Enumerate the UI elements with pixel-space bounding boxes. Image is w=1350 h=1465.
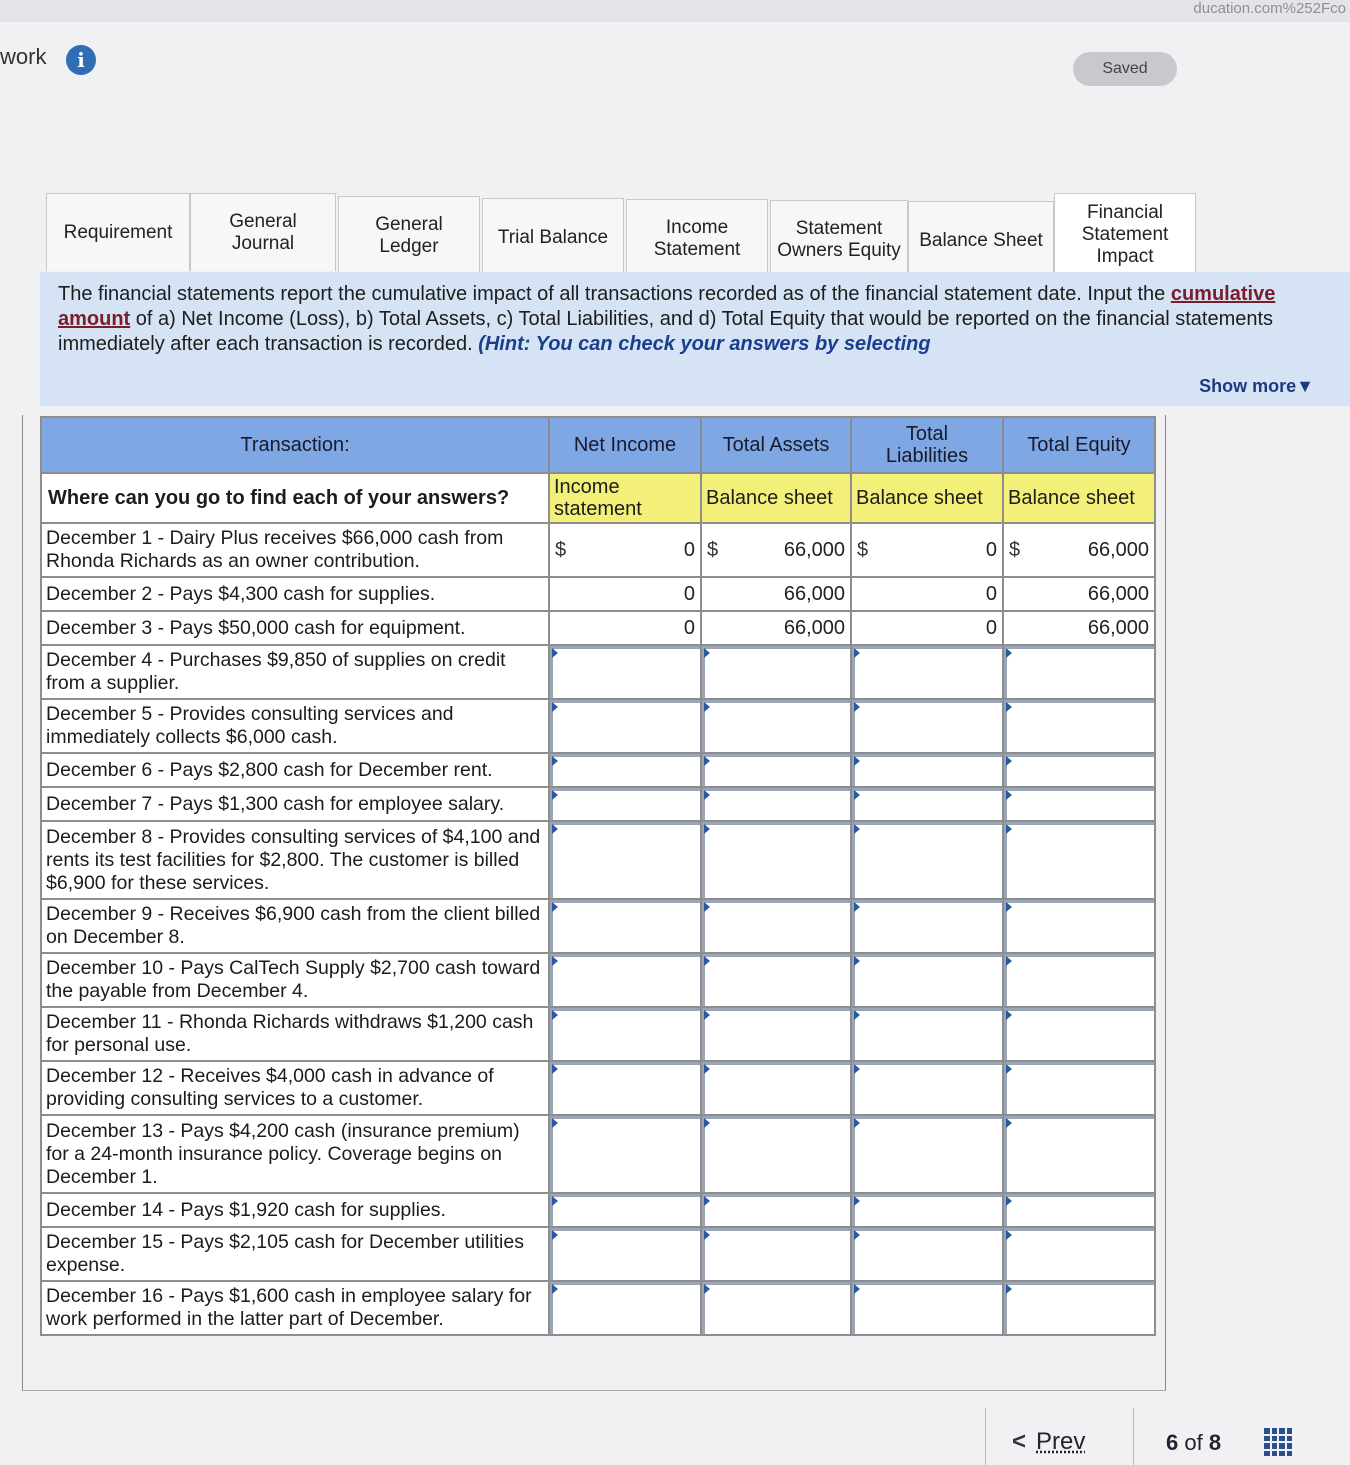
total-liabilities-input[interactable] — [851, 953, 1003, 1007]
net-income-input[interactable] — [549, 1281, 701, 1335]
total-assets-input[interactable] — [701, 953, 851, 1007]
dollar-sign: $ — [857, 538, 869, 561]
total-assets-input[interactable] — [701, 821, 851, 899]
transaction-description: December 15 - Pays $2,105 cash for December utilities expense. — [41, 1227, 549, 1281]
tab-financial-statement-impact[interactable]: Financial Statement Impact — [1054, 193, 1196, 275]
input-marker-icon — [704, 1064, 710, 1074]
source-total-equity[interactable]: Balance sheet — [1003, 473, 1155, 523]
total-assets-input[interactable] — [701, 1193, 851, 1227]
total-assets-input[interactable] — [701, 787, 851, 821]
table-row — [41, 899, 1155, 953]
input-marker-icon — [1006, 702, 1012, 712]
total-assets-input[interactable] — [701, 699, 851, 753]
transaction-description: December 1 - Dairy Plus receives $66,000 cash from Rhonda Richards as an owner contribution. — [41, 523, 549, 577]
total-liabilities-input[interactable] — [851, 577, 1003, 611]
transaction-description: December 12 - Receives $4,000 cash in advance of providing consulting services to a customer. — [41, 1061, 549, 1115]
header-total-liabilities: Total Liabilities — [851, 417, 1003, 473]
input-marker-icon — [854, 956, 860, 966]
total-equity-input[interactable] — [1003, 753, 1155, 787]
input-marker-icon — [704, 702, 710, 712]
total-liabilities-input[interactable] — [851, 1193, 1003, 1227]
transaction-description: December 5 - Provides consulting services and immediately collects $6,000 cash. — [41, 699, 549, 753]
net-income-input[interactable] — [549, 899, 701, 953]
total-assets-input[interactable] — [701, 645, 851, 699]
tab-balance-sheet[interactable]: Balance Sheet — [908, 201, 1054, 279]
dollar-sign: $ — [555, 538, 567, 561]
total-equity-input[interactable] — [1003, 821, 1155, 899]
input-marker-icon — [552, 790, 558, 800]
impact-table — [40, 416, 1156, 1336]
total-assets-input[interactable] — [701, 1007, 851, 1061]
net-income-input[interactable] — [549, 611, 701, 645]
total-liabilities-input[interactable] — [851, 699, 1003, 753]
input-marker-icon — [1006, 756, 1012, 766]
input-marker-icon — [552, 1010, 558, 1020]
input-marker-icon — [854, 648, 860, 658]
input-marker-icon — [704, 756, 710, 766]
input-marker-icon — [1006, 824, 1012, 834]
total-equity-input[interactable] — [1003, 1193, 1155, 1227]
input-marker-icon — [854, 824, 860, 834]
total-equity-value: 66,000 — [1087, 538, 1149, 561]
transaction-description: December 13 - Pays $4,200 cash (insurance premium) for a 24-month insurance policy. Coverage begins on December 1. — [41, 1115, 549, 1193]
input-marker-icon — [854, 1118, 860, 1128]
total-assets-value: 66,000 — [783, 616, 845, 639]
total-liabilities-input[interactable] — [851, 1227, 1003, 1281]
transaction-description: December 14 - Pays $1,920 cash for supplies. — [41, 1193, 549, 1227]
transaction-description: December 3 - Pays $50,000 cash for equipment. — [41, 611, 549, 645]
transaction-description: December 16 - Pays $1,600 cash in employee salary for work performed in the latter part of December. — [41, 1281, 549, 1335]
total-assets-value: 66,000 — [783, 538, 845, 561]
input-marker-icon — [854, 902, 860, 912]
total-assets-input[interactable] — [701, 611, 851, 645]
input-marker-icon — [704, 1010, 710, 1020]
total-equity-input[interactable] — [1003, 1115, 1155, 1193]
transaction-description: December 7 - Pays $1,300 cash for employee salary. — [41, 787, 549, 821]
header-transaction: Transaction: — [41, 417, 549, 473]
instructions-text: The financial statements report the cumulative impact of all transactions recorded as of the financial statement date. Input the cumulative amount of a) Net Income (Loss), b) Total Assets, c) Total Liabilities, and d) Total Equity that would be reported on the financial statements immediately after each transaction is recorded. (Hint: You can check your answers by selecting — [58, 283, 1276, 355]
transaction-description: December 10 - Pays CalTech Supply $2,700 cash toward the payable from December 4. — [41, 953, 549, 1007]
input-marker-icon — [552, 956, 558, 966]
total-liabilities-value: 0 — [985, 538, 997, 561]
saved-status-badge: Saved — [1073, 52, 1177, 86]
input-marker-icon — [854, 790, 860, 800]
table-row — [41, 753, 1155, 787]
input-marker-icon — [704, 902, 710, 912]
input-marker-icon — [1006, 1284, 1012, 1294]
input-marker-icon — [1006, 1196, 1012, 1206]
net-income-input[interactable] — [549, 753, 701, 787]
total-assets-input[interactable] — [701, 523, 851, 577]
tab-income-statement[interactable]: Income Statement — [626, 199, 768, 277]
input-marker-icon — [552, 1196, 558, 1206]
net-income-input[interactable] — [549, 699, 701, 753]
assignment-title: work — [0, 44, 47, 69]
source-net-income[interactable]: Income statement — [549, 473, 701, 523]
where-question: Where can you go to find each of your answers? — [41, 473, 549, 523]
input-marker-icon — [1006, 956, 1012, 966]
transaction-description: December 2 - Pays $4,300 cash for supplies. — [41, 577, 549, 611]
total-equity-input[interactable] — [1003, 787, 1155, 821]
input-marker-icon — [552, 1064, 558, 1074]
table-row — [41, 1193, 1155, 1227]
input-marker-icon — [552, 702, 558, 712]
input-marker-icon — [552, 756, 558, 766]
net-income-value: 0 — [683, 538, 695, 561]
header-total-assets: Total Assets — [701, 417, 851, 473]
total-assets-input[interactable] — [701, 577, 851, 611]
net-income-input[interactable] — [549, 577, 701, 611]
total-assets-input[interactable] — [701, 1115, 851, 1193]
total-liabilities-input[interactable] — [851, 645, 1003, 699]
requirement-tabs — [46, 193, 1196, 273]
total-liabilities-input[interactable] — [851, 787, 1003, 821]
dollar-sign: $ — [1009, 538, 1021, 561]
table-row — [41, 523, 1155, 577]
input-marker-icon — [1006, 1230, 1012, 1240]
tab-general-ledger[interactable]: General Ledger — [338, 196, 480, 274]
tab-requirement[interactable]: Requirement — [46, 193, 190, 271]
total-assets-input[interactable] — [701, 1281, 851, 1335]
table-row — [41, 1061, 1155, 1115]
net-income-value: 0 — [683, 616, 695, 639]
total-liabilities-input[interactable] — [851, 611, 1003, 645]
total-assets-input[interactable] — [701, 753, 851, 787]
total-liabilities-input[interactable] — [851, 753, 1003, 787]
source-total-assets[interactable]: Balance sheet — [701, 473, 851, 523]
total-liabilities-input[interactable] — [851, 1061, 1003, 1115]
table-row — [41, 953, 1155, 1007]
input-marker-icon — [1006, 790, 1012, 800]
total-equity-value: 66,000 — [1087, 616, 1149, 639]
prev-button[interactable]: < Prev — [1012, 1428, 1086, 1455]
total-assets-input[interactable] — [701, 1227, 851, 1281]
input-marker-icon — [704, 1118, 710, 1128]
net-income-input[interactable] — [549, 787, 701, 821]
table-row — [41, 821, 1155, 899]
net-income-input[interactable] — [549, 645, 701, 699]
browser-top-strip — [0, 0, 1350, 22]
input-marker-icon — [704, 790, 710, 800]
input-marker-icon — [552, 1230, 558, 1240]
input-marker-icon — [552, 1118, 558, 1128]
net-income-input[interactable] — [549, 1193, 701, 1227]
total-assets-input[interactable] — [701, 899, 851, 953]
source-total-liabilities[interactable]: Balance sheet — [851, 473, 1003, 523]
total-equity-input[interactable] — [1003, 645, 1155, 699]
total-liabilities-input[interactable] — [851, 821, 1003, 899]
table-row — [41, 1115, 1155, 1193]
tab-trial-balance[interactable]: Trial Balance — [482, 198, 624, 276]
total-liabilities-input[interactable] — [851, 899, 1003, 953]
transaction-description: December 11 - Rhonda Richards withdraws $1,200 cash for personal use. — [41, 1007, 549, 1061]
tab-general-journal[interactable]: General Journal — [190, 193, 336, 271]
net-income-input[interactable] — [549, 1007, 701, 1061]
total-liabilities-value: 0 — [985, 582, 997, 605]
input-marker-icon — [854, 756, 860, 766]
grid-menu-icon[interactable] — [1264, 1428, 1292, 1456]
input-marker-icon — [552, 648, 558, 658]
transaction-description: December 4 - Purchases $9,850 of supplies on credit from a supplier. — [41, 645, 549, 699]
page-indicator: 6 of 8 — [1166, 1430, 1222, 1455]
input-marker-icon — [854, 702, 860, 712]
info-icon[interactable]: i — [66, 45, 96, 75]
table-row — [41, 1227, 1155, 1281]
input-marker-icon — [704, 956, 710, 966]
table-row — [41, 611, 1155, 645]
total-equity-input[interactable] — [1003, 577, 1155, 611]
input-marker-icon — [1006, 1010, 1012, 1020]
chevron-left-icon: < — [1012, 1428, 1027, 1455]
input-marker-icon — [854, 1196, 860, 1206]
table-row — [41, 1007, 1155, 1061]
input-marker-icon — [1006, 648, 1012, 658]
total-equity-input[interactable] — [1003, 953, 1155, 1007]
input-marker-icon — [552, 1284, 558, 1294]
net-income-input[interactable] — [549, 1227, 701, 1281]
total-equity-input[interactable] — [1003, 611, 1155, 645]
net-income-input[interactable] — [549, 953, 701, 1007]
input-marker-icon — [552, 902, 558, 912]
total-equity-input[interactable] — [1003, 1061, 1155, 1115]
table-row — [41, 787, 1155, 821]
net-income-input[interactable] — [549, 821, 701, 899]
input-marker-icon — [704, 1230, 710, 1240]
transaction-description: December 8 - Provides consulting services of $4,100 and rents its test facilities for $2,800. The customer is billed $6,900 for these services. — [41, 821, 549, 899]
total-equity-input[interactable] — [1003, 1007, 1155, 1061]
total-equity-input[interactable] — [1003, 899, 1155, 953]
table-row — [41, 645, 1155, 699]
footer-divider — [985, 1408, 986, 1465]
input-marker-icon — [704, 648, 710, 658]
total-equity-input[interactable] — [1003, 699, 1155, 753]
total-equity-input[interactable] — [1003, 1281, 1155, 1335]
total-assets-value: 66,000 — [783, 582, 845, 605]
hint-text: (Hint: You can check your answers by selecting — [472, 333, 931, 355]
total-liabilities-value: 0 — [985, 616, 997, 639]
input-marker-icon — [704, 1196, 710, 1206]
total-liabilities-input[interactable] — [851, 1281, 1003, 1335]
url-fragment: ducation.com%252Fco — [1193, 0, 1346, 17]
total-liabilities-input[interactable] — [851, 1115, 1003, 1193]
tab-statement-owners-equity[interactable]: Statement Owners Equity — [770, 200, 908, 278]
where-row — [41, 473, 1155, 523]
total-equity-value: 66,000 — [1087, 582, 1149, 605]
input-marker-icon — [854, 1010, 860, 1020]
total-assets-input[interactable] — [701, 1061, 851, 1115]
instructions-panel — [40, 272, 1350, 406]
total-equity-input[interactable] — [1003, 523, 1155, 577]
net-income-input[interactable] — [549, 1061, 701, 1115]
header-net-income: Net Income — [549, 417, 701, 473]
input-marker-icon — [552, 824, 558, 834]
input-marker-icon — [1006, 902, 1012, 912]
net-income-input[interactable] — [549, 523, 701, 577]
footer-divider — [1133, 1408, 1134, 1465]
net-income-input[interactable] — [549, 1115, 701, 1193]
header-total-equity: Total Equity — [1003, 417, 1155, 473]
total-liabilities-input[interactable] — [851, 1007, 1003, 1061]
show-more-button[interactable]: Show more▼ — [1199, 376, 1314, 396]
table-row — [41, 699, 1155, 753]
input-marker-icon — [854, 1230, 860, 1240]
input-marker-icon — [704, 1284, 710, 1294]
cumulative-amount-link[interactable]: cumulative amount — [58, 283, 1276, 330]
input-marker-icon — [1006, 1064, 1012, 1074]
transaction-description: December 9 - Receives $6,900 cash from the client billed on December 8. — [41, 899, 549, 953]
input-marker-icon — [854, 1064, 860, 1074]
dollar-sign: $ — [707, 538, 719, 561]
input-marker-icon — [1006, 1118, 1012, 1128]
input-marker-icon — [704, 824, 710, 834]
table-row — [41, 1281, 1155, 1335]
total-liabilities-input[interactable] — [851, 523, 1003, 577]
table-row — [41, 577, 1155, 611]
transaction-description: December 6 - Pays $2,800 cash for December rent. — [41, 753, 549, 787]
total-equity-input[interactable] — [1003, 1227, 1155, 1281]
net-income-value: 0 — [683, 582, 695, 605]
input-marker-icon — [854, 1284, 860, 1294]
